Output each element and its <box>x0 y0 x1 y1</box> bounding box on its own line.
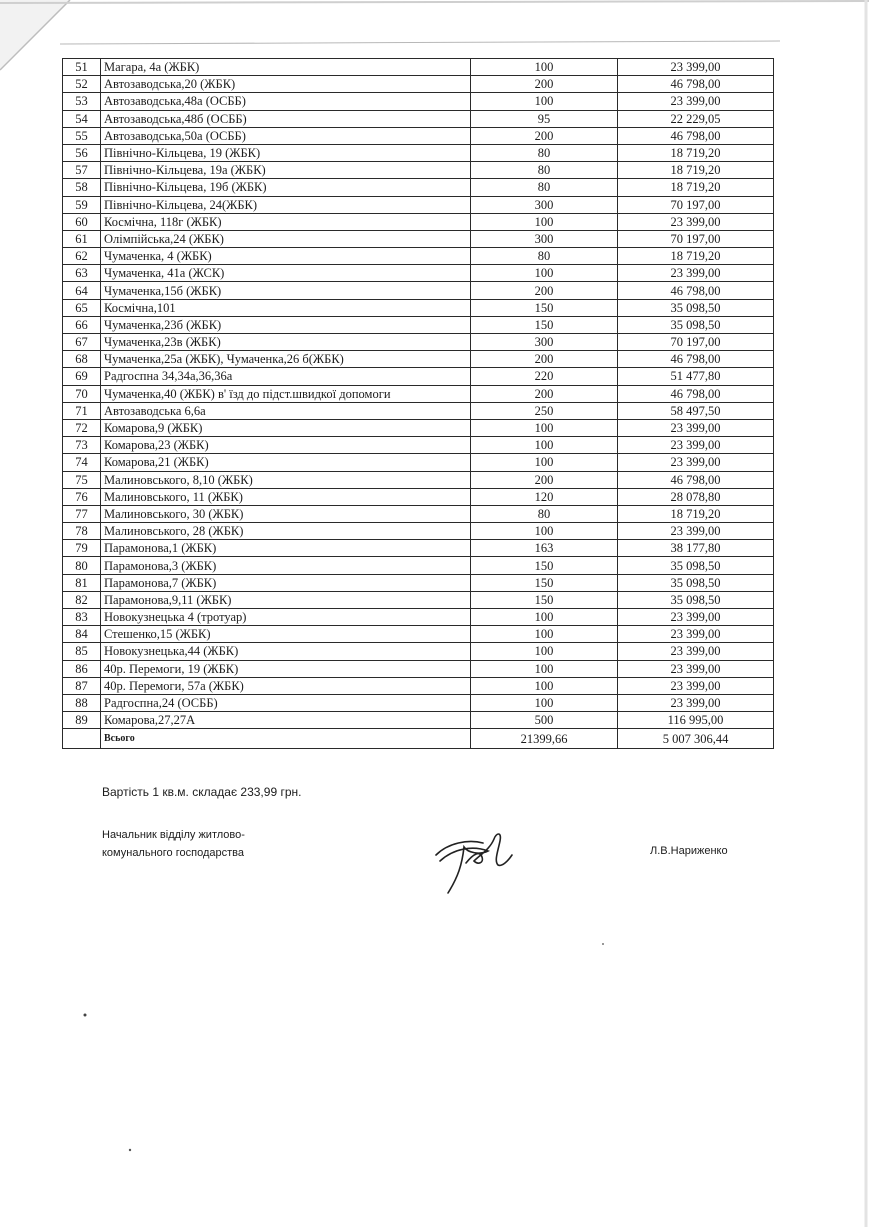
row-area: 100 <box>471 643 618 660</box>
row-area: 163 <box>471 540 618 557</box>
row-number: 61 <box>63 230 101 247</box>
table-row <box>63 351 774 368</box>
row-address: Парамонова,1 (ЖБК) <box>101 540 471 557</box>
table-row <box>63 93 774 110</box>
row-cost: 46 798,00 <box>618 351 774 368</box>
row-area: 80 <box>471 179 618 196</box>
row-area: 200 <box>471 351 618 368</box>
row-area: 100 <box>471 454 618 471</box>
row-area: 150 <box>471 574 618 591</box>
row-cost: 23 399,00 <box>618 419 774 436</box>
row-area: 200 <box>471 282 618 299</box>
row-cost: 23 399,00 <box>618 454 774 471</box>
row-cost: 38 177,80 <box>618 540 774 557</box>
row-area: 300 <box>471 196 618 213</box>
row-number: 79 <box>63 540 101 557</box>
row-cost: 18 719,20 <box>618 144 774 161</box>
row-number: 58 <box>63 179 101 196</box>
row-area: 500 <box>471 712 618 729</box>
table-row <box>63 144 774 161</box>
row-address: Автозаводська,20 (ЖБК) <box>101 76 471 93</box>
row-number: 83 <box>63 609 101 626</box>
row-address: Малиновського, 8,10 (ЖБК) <box>101 471 471 488</box>
row-cost: 70 197,00 <box>618 230 774 247</box>
unit-cost-note: Вартість 1 кв.м. складає 233,99 грн. <box>102 785 302 799</box>
table-row <box>63 419 774 436</box>
table-row <box>63 540 774 557</box>
row-area: 200 <box>471 127 618 144</box>
row-cost: 28 078,80 <box>618 488 774 505</box>
row-address: Малиновського, 30 (ЖБК) <box>101 505 471 522</box>
row-cost: 70 197,00 <box>618 334 774 351</box>
row-address: Новокузнецька,44 (ЖБК) <box>101 643 471 660</box>
cost-table <box>62 58 774 749</box>
row-area: 100 <box>471 419 618 436</box>
table-row <box>63 488 774 505</box>
table-row <box>63 316 774 333</box>
row-address: Північно-Кільцева, 19б (ЖБК) <box>101 179 471 196</box>
row-address: Парамонова,7 (ЖБК) <box>101 574 471 591</box>
row-number: 87 <box>63 677 101 694</box>
row-number: 74 <box>63 454 101 471</box>
row-address: Олімпійська,24 (ЖБК) <box>101 230 471 247</box>
row-number: 73 <box>63 437 101 454</box>
row-cost: 46 798,00 <box>618 471 774 488</box>
row-number: 78 <box>63 523 101 540</box>
row-number: 59 <box>63 196 101 213</box>
row-address: Комарова,9 (ЖБК) <box>101 419 471 436</box>
row-number: 88 <box>63 694 101 711</box>
row-address: Чумаченка,23в (ЖБК) <box>101 334 471 351</box>
row-area: 80 <box>471 248 618 265</box>
table-row <box>63 162 774 179</box>
row-area: 200 <box>471 385 618 402</box>
row-number: 62 <box>63 248 101 265</box>
table-row <box>63 385 774 402</box>
row-number: 65 <box>63 299 101 316</box>
row-cost: 18 719,20 <box>618 179 774 196</box>
table-row <box>63 557 774 574</box>
row-number: 56 <box>63 144 101 161</box>
row-address: Чумаченка, 4 (ЖБК) <box>101 248 471 265</box>
table-row <box>63 299 774 316</box>
row-address: Радгоспна,24 (ОСББ) <box>101 694 471 711</box>
table-row <box>63 523 774 540</box>
row-address: Малиновського, 11 (ЖБК) <box>101 488 471 505</box>
row-area: 100 <box>471 523 618 540</box>
row-area: 80 <box>471 162 618 179</box>
table-row <box>63 213 774 230</box>
table-row <box>63 471 774 488</box>
row-number: 68 <box>63 351 101 368</box>
table-row <box>63 179 774 196</box>
row-number: 70 <box>63 385 101 402</box>
row-cost: 18 719,20 <box>618 248 774 265</box>
row-area: 300 <box>471 334 618 351</box>
row-cost: 46 798,00 <box>618 127 774 144</box>
table-row <box>63 334 774 351</box>
row-number: 54 <box>63 110 101 127</box>
row-area: 200 <box>471 76 618 93</box>
signatory-position <box>102 826 245 862</box>
row-number: 84 <box>63 626 101 643</box>
row-cost: 35 098,50 <box>618 574 774 591</box>
row-address: Автозаводська,50а (ОСББ) <box>101 127 471 144</box>
table-row <box>63 110 774 127</box>
row-cost: 18 719,20 <box>618 505 774 522</box>
row-cost: 23 399,00 <box>618 523 774 540</box>
row-number: 55 <box>63 127 101 144</box>
row-address: Радгоспна 34,34а,36,36а <box>101 368 471 385</box>
row-area: 100 <box>471 437 618 454</box>
row-address: Парамонова,3 (ЖБК) <box>101 557 471 574</box>
row-number: 76 <box>63 488 101 505</box>
total-area: 21399,66 <box>471 729 618 749</box>
row-address: Чумаченка,40 (ЖБК) в' їзд до підст.швидкої допомоги <box>101 385 471 402</box>
row-cost: 23 399,00 <box>618 437 774 454</box>
row-number: 75 <box>63 471 101 488</box>
table-row <box>63 574 774 591</box>
table-row <box>63 660 774 677</box>
row-area: 80 <box>471 505 618 522</box>
row-area: 200 <box>471 471 618 488</box>
row-address: Комарова,21 (ЖБК) <box>101 454 471 471</box>
table-row <box>63 454 774 471</box>
row-area: 100 <box>471 93 618 110</box>
table-row <box>63 712 774 729</box>
row-area: 150 <box>471 316 618 333</box>
row-area: 100 <box>471 694 618 711</box>
table-row <box>63 265 774 282</box>
row-area: 250 <box>471 402 618 419</box>
row-cost: 23 399,00 <box>618 643 774 660</box>
table-row <box>63 196 774 213</box>
row-cost: 46 798,00 <box>618 385 774 402</box>
row-address: Комарова,27,27А <box>101 712 471 729</box>
row-number: 63 <box>63 265 101 282</box>
row-cost: 70 197,00 <box>618 196 774 213</box>
position-line-2: комунального господарства <box>102 847 244 859</box>
table-row <box>63 76 774 93</box>
total-num-cell <box>63 729 101 749</box>
signer-name: Л.В.Нариженко <box>650 845 728 857</box>
row-address: Північно-Кільцева, 19 (ЖБК) <box>101 144 471 161</box>
row-address: Малиновського, 28 (ЖБК) <box>101 523 471 540</box>
total-row <box>63 729 774 749</box>
row-area: 150 <box>471 299 618 316</box>
row-address: Магара, 4а (ЖБК) <box>101 59 471 76</box>
row-number: 81 <box>63 574 101 591</box>
table-row <box>63 248 774 265</box>
row-address: Чумаченка,25а (ЖБК), Чумаченка,26 б(ЖБК) <box>101 351 471 368</box>
row-cost: 23 399,00 <box>618 694 774 711</box>
row-cost: 35 098,50 <box>618 557 774 574</box>
row-cost: 18 719,20 <box>618 162 774 179</box>
row-cost: 51 477,80 <box>618 368 774 385</box>
row-cost: 22 229,05 <box>618 110 774 127</box>
row-address: Автозаводська 6,6а <box>101 402 471 419</box>
row-number: 67 <box>63 334 101 351</box>
row-area: 95 <box>471 110 618 127</box>
row-area: 100 <box>471 59 618 76</box>
row-number: 86 <box>63 660 101 677</box>
row-cost: 35 098,50 <box>618 299 774 316</box>
row-cost: 23 399,00 <box>618 609 774 626</box>
row-number: 60 <box>63 213 101 230</box>
table-row <box>63 694 774 711</box>
table-row <box>63 626 774 643</box>
total-cost: 5 007 306,44 <box>618 729 774 749</box>
row-area: 100 <box>471 660 618 677</box>
table-row <box>63 402 774 419</box>
row-number: 80 <box>63 557 101 574</box>
row-address: 40р. Перемоги, 19 (ЖБК) <box>101 660 471 677</box>
row-address: Космічна, 118г (ЖБК) <box>101 213 471 230</box>
row-cost: 23 399,00 <box>618 213 774 230</box>
row-cost: 23 399,00 <box>618 265 774 282</box>
row-area: 80 <box>471 144 618 161</box>
row-number: 53 <box>63 93 101 110</box>
row-cost: 23 399,00 <box>618 626 774 643</box>
row-area: 100 <box>471 213 618 230</box>
row-number: 85 <box>63 643 101 660</box>
row-number: 77 <box>63 505 101 522</box>
row-address: Чумаченка,23б (ЖБК) <box>101 316 471 333</box>
row-address: Чумаченка, 41а (ЖСК) <box>101 265 471 282</box>
row-address: 40р. Перемоги, 57а (ЖБК) <box>101 677 471 694</box>
table-row <box>63 282 774 299</box>
row-area: 150 <box>471 591 618 608</box>
row-area: 220 <box>471 368 618 385</box>
row-cost: 23 399,00 <box>618 93 774 110</box>
row-cost: 58 497,50 <box>618 402 774 419</box>
row-area: 120 <box>471 488 618 505</box>
row-address: Новокузнецька 4 (тротуар) <box>101 609 471 626</box>
table-row <box>63 368 774 385</box>
row-address: Північно-Кільцева, 19а (ЖБК) <box>101 162 471 179</box>
row-area: 150 <box>471 557 618 574</box>
row-number: 72 <box>63 419 101 436</box>
row-cost: 23 399,00 <box>618 59 774 76</box>
table-row <box>63 609 774 626</box>
row-number: 66 <box>63 316 101 333</box>
row-cost: 35 098,50 <box>618 591 774 608</box>
table-row <box>63 59 774 76</box>
total-label: Всього <box>101 729 471 749</box>
row-area: 300 <box>471 230 618 247</box>
table-row <box>63 643 774 660</box>
row-number: 51 <box>63 59 101 76</box>
table-row <box>63 127 774 144</box>
row-area: 100 <box>471 626 618 643</box>
row-cost: 46 798,00 <box>618 282 774 299</box>
row-address: Автозаводська,48б (ОСББ) <box>101 110 471 127</box>
row-address: Комарова,23 (ЖБК) <box>101 437 471 454</box>
row-address: Північно-Кільцева, 24(ЖБК) <box>101 196 471 213</box>
row-cost: 23 399,00 <box>618 660 774 677</box>
row-cost: 23 399,00 <box>618 677 774 694</box>
position-line-1: Начальник відділу житлово- <box>102 829 245 841</box>
table-row <box>63 437 774 454</box>
handwritten-signature <box>428 825 518 900</box>
row-area: 100 <box>471 265 618 282</box>
row-cost: 35 098,50 <box>618 316 774 333</box>
row-number: 82 <box>63 591 101 608</box>
table-row <box>63 591 774 608</box>
row-cost: 116 995,00 <box>618 712 774 729</box>
row-address: Парамонова,9,11 (ЖБК) <box>101 591 471 608</box>
row-number: 89 <box>63 712 101 729</box>
row-area: 100 <box>471 677 618 694</box>
row-area: 100 <box>471 609 618 626</box>
row-address: Космічна,101 <box>101 299 471 316</box>
row-cost: 46 798,00 <box>618 76 774 93</box>
table-row <box>63 230 774 247</box>
row-number: 71 <box>63 402 101 419</box>
row-number: 69 <box>63 368 101 385</box>
row-address: Стешенко,15 (ЖБК) <box>101 626 471 643</box>
row-address: Автозаводська,48а (ОСББ) <box>101 93 471 110</box>
table-row <box>63 505 774 522</box>
row-number: 57 <box>63 162 101 179</box>
row-number: 64 <box>63 282 101 299</box>
row-number: 52 <box>63 76 101 93</box>
table-row <box>63 677 774 694</box>
row-address: Чумаченка,15б (ЖБК) <box>101 282 471 299</box>
